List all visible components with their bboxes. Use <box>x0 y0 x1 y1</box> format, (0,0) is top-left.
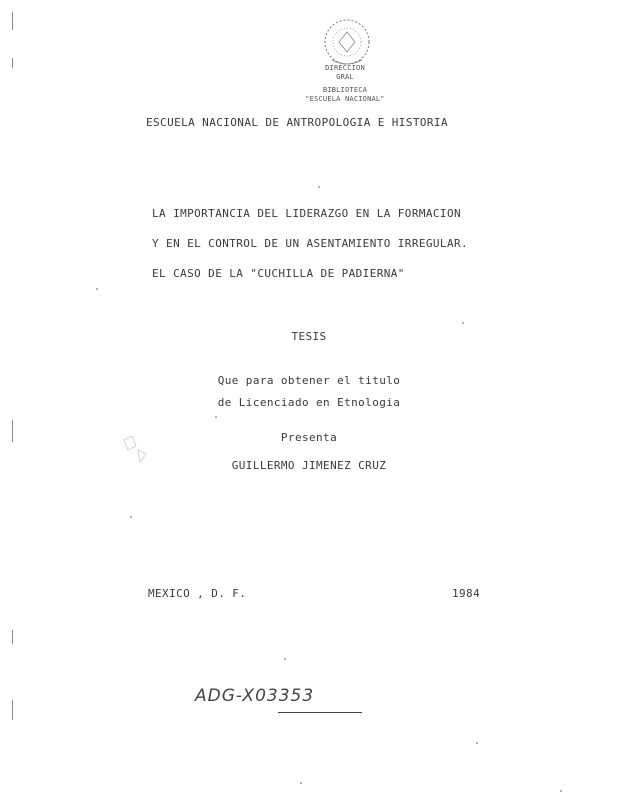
scan-speck <box>560 790 562 792</box>
thesis-title-line: LA IMPORTANCIA DEL LIDERAZGO EN LA FORMACION <box>152 207 461 220</box>
place: MEXICO , D. F. <box>148 587 247 600</box>
degree-purpose-line: Que para obtener el titulo <box>217 374 401 387</box>
scan-margin-mark <box>12 58 13 68</box>
document-type: TESIS <box>291 330 327 343</box>
scan-smudge <box>118 432 152 466</box>
seal-text-line: "ESCUELA NACIONAL" <box>305 95 385 103</box>
scan-speck <box>284 658 286 660</box>
seal-text-line: DIRECCION <box>325 64 365 72</box>
scan-margin-mark <box>12 700 13 720</box>
seal-text-line: BIBLIOTECA <box>322 86 368 94</box>
scan-speck <box>215 416 217 418</box>
catalog-code: ADG-X03353 <box>195 686 315 706</box>
scan-margin-mark <box>12 630 13 644</box>
scan-speck <box>96 288 98 290</box>
presenta-label: Presenta <box>280 431 338 444</box>
degree-purpose-line: de Licenciado en Etnologia <box>217 396 401 409</box>
scan-speck <box>130 516 132 518</box>
scan-speck <box>300 782 302 784</box>
institution-name: ESCUELA NACIONAL DE ANTROPOLOGIA E HISTORIA <box>146 116 448 129</box>
seal-text-line: GRAL <box>336 73 354 81</box>
seal-emblem-icon <box>302 12 392 72</box>
thesis-title-line: EL CASO DE LA "CUCHILLA DE PADIERNA" <box>152 267 405 280</box>
author-name: GUILLERMO JIMENEZ CRUZ <box>231 459 387 472</box>
scan-speck <box>462 322 464 324</box>
year: 1984 <box>452 587 481 600</box>
scan-speck <box>318 186 320 188</box>
thesis-title-line: Y EN EL CONTROL DE UN ASENTAMIENTO IRREGULAR. <box>152 237 469 250</box>
catalog-code-underline <box>278 712 362 713</box>
scan-speck <box>476 742 478 744</box>
scan-margin-mark <box>12 12 13 30</box>
